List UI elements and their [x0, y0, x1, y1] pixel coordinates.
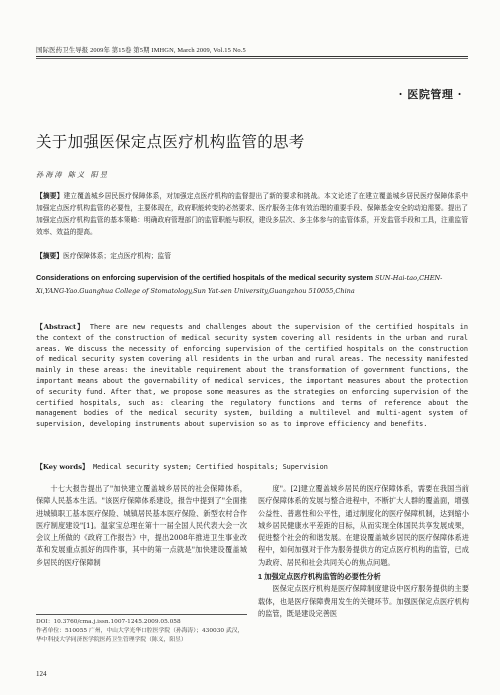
abstract-tag: 【摘要】 — [36, 192, 64, 200]
chinese-abstract — [36, 190, 468, 238]
doi: DOI：10.3760/cma.j.issn.1007-1245.2009.05.058 — [36, 619, 181, 625]
english-title: Considerations on enforcing supervision of the certified hospitals of the medical security system — [36, 273, 373, 282]
keywords-text: 医疗保障体系；定点医疗机构；监管 — [63, 252, 172, 260]
column-label: · 医院管理 · — [398, 88, 462, 101]
article-title: 关于加强医保定点医疗机构监管的思考 — [36, 133, 305, 151]
header-rule — [36, 56, 468, 57]
english-abstract-tag: 【Abstract】 — [36, 323, 85, 331]
footnote — [36, 618, 247, 645]
english-affiliation: SUN-Hai-tao,CHEN-Xi,YANG-Yao.Guanghua College of Stomatology,Sun Yat-sen University,Guangzhou 510055,China — [36, 274, 443, 295]
journal-header: 国际医药卫生导报 2009年 第15卷 第5期 IMHGN, March 2009, Vol.15 No.5 — [36, 47, 246, 54]
body-right-column — [258, 483, 469, 620]
english-abstract — [36, 322, 468, 430]
page-number: 124 — [36, 670, 47, 678]
abstract-text: 建立覆盖城乡居民医疗保障体系，对加强定点医疗机构的监督提出了新的要求和挑战。本文论述了在建立覆盖城乡居民医疗保障体系中加强定点医疗机构监管的必要性，主要体现在，政府职能转变的必然要求、医疗服务主体有效治理的重要手段、保障基金安全的动迫需要。提出了加强定点医疗机构监管的基本策略：明确政府管理部门的监管职能与职权，建设多层次、多主体参与的监管体系，开发监管手段和工具，注重监管效率、效益的提高。 — [36, 192, 469, 236]
footnote-rule — [36, 614, 247, 615]
english-keywords-text: Medical security system; Certified hospitals; Supervision — [93, 463, 328, 471]
body-paragraph: 十七大报告提出了"加快建立覆盖城乡居民的社会保障体系，保障人民基本生活。"该医疗保障体系建设，报告中提到了"全面推进城镇职工基本医疗保险、城镇居民基本医疗保险、新型农村合作医疗制度建设"[1]。温家宝总理在第十一届全国人民代表大会一次会议上所做的《政府工作报告》中，提出2008年推进卫生事业改革和发展重点抓好的四件事，其中的第一点就是"加快建设覆盖城乡居民的医疗保障制 — [36, 484, 247, 567]
english-keywords-tag: 【Key words】 — [36, 463, 89, 471]
section-paragraph: 医保定点医疗机构是医疗保障制度建设中医疗服务提供的主要载体，也是医疗保障费用发生的关键环节。加强医保定点医疗机构的监管，既是建设完善医 — [258, 584, 469, 618]
authors: 孙海涛 陈义 阳昱 — [36, 170, 109, 179]
english-abstract-text: There are new requests and challenges about the supervision of the certified hospitals in the context of the construction of medical security system covering all residents in the urban and rural areas. We discuss the necessity of enforcing supervision of the certified hospitals on the construction of medical security system covering all residents in the urban and rural areas. The necessity manifested mainly in these areas: the inevitable requirement about the transformation of government functions, the important means about the governability of medical services, the important measures about the protection of security fund. After that, we propose some measures as the strategies on enforcing supervision of the certified hospitals, such as: clearing the regulatory functions and terms of reference about the management bodies of the medical security system, building a multilevel and multi-agent system of supervision, developing instruments about supervision so as to improve efficiency and benefits. — [36, 323, 468, 429]
english-keywords — [36, 461, 468, 471]
body-left-column — [36, 483, 247, 569]
body-paragraph: 度"。[2]建立覆盖城乡居民的医疗保障体系，需要在我国当前医疗保障体系的发展与整合进程中，不断扩大人群的覆盖面，增强公益性、普惠性和公平性，通过制度化的医疗保障机制，达到缩小城乡居民健康水平差距的目标，从而实现全体国民共享发展成果，促进整个社会的和谐发展。在建设覆盖城乡居民的医疗保障体系进程中，如何加强对于作为服务提供方的定点医疗机构的监管，已成为政府、居民和社会共同关心的焦点问题。 — [258, 484, 469, 567]
english-title-block — [36, 272, 468, 297]
section-heading: 1 加强定点医疗机构监管的必要性分析 — [258, 572, 381, 582]
header-rule-thin — [36, 58, 468, 59]
keywords-tag: 【摘要】 — [36, 252, 64, 260]
chinese-keywords — [36, 250, 468, 260]
author-affiliation-note: 作者单位：510055 广州，中山大学光华口腔医学院（孙海涛）；430030 武汉，华中科技大学同济医学院医药卫生管理学院（陈义，阳昱） — [36, 628, 244, 643]
